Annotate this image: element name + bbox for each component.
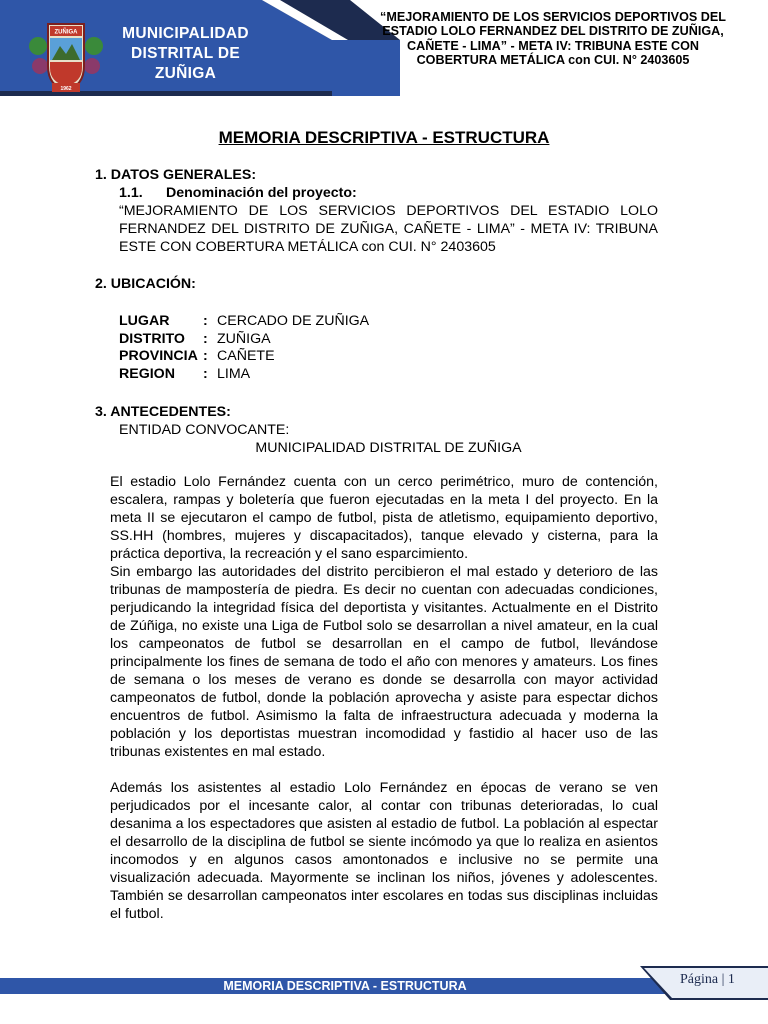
- paragraph: Además los asistentes al estadio Lolo Fernández en épocas de verano se ven perjudicados por el incesante calor, al contar con tribunas deterioradas, lo cual desanima a los espectadores que asisten al estadio de futbol. La población al espectar el desarrollo de la disciplina de futbol se siente incómodo ya que lo realiza en asientos incomodos y en algunos casos amontonados e inclusive no se permite una visualización adecuada. Mayormente se inclinan los niños, jóvenes y adolescentes. También se desarrollan campeonatos inter escolares en todas sus disciplinas incluidas el futbol.: [110, 779, 658, 922]
- page-footer: [0, 964, 768, 1004]
- location-separator: :: [203, 330, 208, 347]
- paragraph: Sin embargo las autoridades del distrito percibieron el mal estado y deterioro de las tribunas de mampostería de piedra. Es decir no cuentan con adecuadas condiciones, perjudicando la integridad física del deportista y visitantes. Actualmente en el Distrito de Zúñiga, no existe una Liga de Futbol solo se desarrollan a nivel amateur, en la cual los campeonatos de futbol se desarrollan en el campo de futbol, llevándose principalmente los fines de semana de todo el año con menores y amateurs. Los fines de semana o los meses de verano es donde se desarrolla con mayor actividad campeonatos de futbol, donde la población aprovecha y asiste para espectar dichos encuentros de futbol. Asimismo la falta de infraestructura adecuada y moderna la población y los deportistas muestran incomodidad y fastidio al hacer uso de las tribunas existentes en mal estado.: [110, 563, 658, 760]
- document-title: MEMORIA DESCRIPTIVA - ESTRUCTURA: [218, 128, 550, 147]
- footer-title: MEMORIA DESCRIPTIVA - ESTRUCTURA: [223, 979, 467, 993]
- project-title: “MEJORAMIENTO DE LOS SERVICIOS DEPORTIVOS DEL ESTADIO LOLO FERNANDEZ DEL DISTRITO DE ZUÑIGA, CAÑETE - LIMA” - META IV: TRIBUNA ESTE CON COBERTURA METÁLICA con CUI. N° 2403605: [380, 10, 726, 67]
- section-heading-datos-generales: 1. DATOS GENERALES:: [95, 167, 257, 183]
- page-header: [0, 0, 768, 96]
- subsection-heading: [119, 184, 658, 202]
- table-row: [119, 313, 369, 331]
- location-separator: :: [203, 366, 208, 383]
- location-value: LIMA: [217, 366, 251, 383]
- section-heading-ubicacion: 2. UBICACIÓN:: [95, 276, 196, 292]
- page-number: Página | 1: [680, 972, 735, 987]
- entity-label: ENTIDAD CONVOCANTE:: [119, 421, 290, 438]
- subsection-denominacion: [95, 184, 658, 256]
- location-value: ZUÑIGA: [217, 330, 271, 347]
- location-table: [119, 313, 369, 384]
- entity-name: MUNICIPALIDAD DISTRITAL DE ZUÑIGA: [255, 439, 522, 456]
- section-heading-antecedentes: 3. ANTECEDENTES:: [95, 403, 231, 420]
- location-separator: :: [203, 313, 208, 329]
- location-value: CAÑETE: [217, 348, 275, 365]
- table-row: [119, 348, 369, 366]
- paragraph: El estadio Lolo Fernández cuenta con un cerco perimétrico, muro de contención, escalera, rampas y boletería que fueron ejecutadas en la meta I del proyecto. En la meta II se ejecutaron el campo de futbol, pista de atletismo, equipamiento deportivo, SS.HH (hombres, mujeres y discapacitados), tanque elevado y cisterna, para la práctica deportiva, la recreación y el sano esparcimiento.: [110, 473, 658, 562]
- svg-text:ZUÑIGA: ZUÑIGA: [54, 29, 78, 36]
- location-key: PROVINCIA: [119, 348, 198, 365]
- subsection-title: Denominación del proyecto:: [166, 185, 357, 201]
- document-body: [95, 166, 658, 923]
- location-key: LUGAR: [119, 313, 170, 329]
- table-row: [119, 331, 369, 349]
- project-denomination-text: “MEJORAMIENTO DE LOS SERVICIOS DEPORTIVOS DEL ESTADIO LOLO FERNANDEZ DEL DISTRITO DE ZUÑIGA, CAÑETE - LIMA” - META IV: TRIBUNA ESTE CON COBERTURA METÁLICA con CUI. N° 2403605: [119, 203, 658, 255]
- municipality-name: MUNICIPALIDAD DISTRITAL DE ZUÑIGA: [122, 25, 249, 82]
- location-key: DISTRITO: [119, 330, 185, 347]
- municipality-crest: [26, 16, 106, 94]
- location-key: REGION: [119, 366, 175, 383]
- table-row: [119, 366, 369, 384]
- svg-text:1962: 1962: [60, 86, 72, 92]
- location-value: CERCADO DE ZUÑIGA: [217, 313, 370, 329]
- subsection-number: 1.1.: [119, 185, 143, 201]
- location-separator: :: [203, 348, 208, 365]
